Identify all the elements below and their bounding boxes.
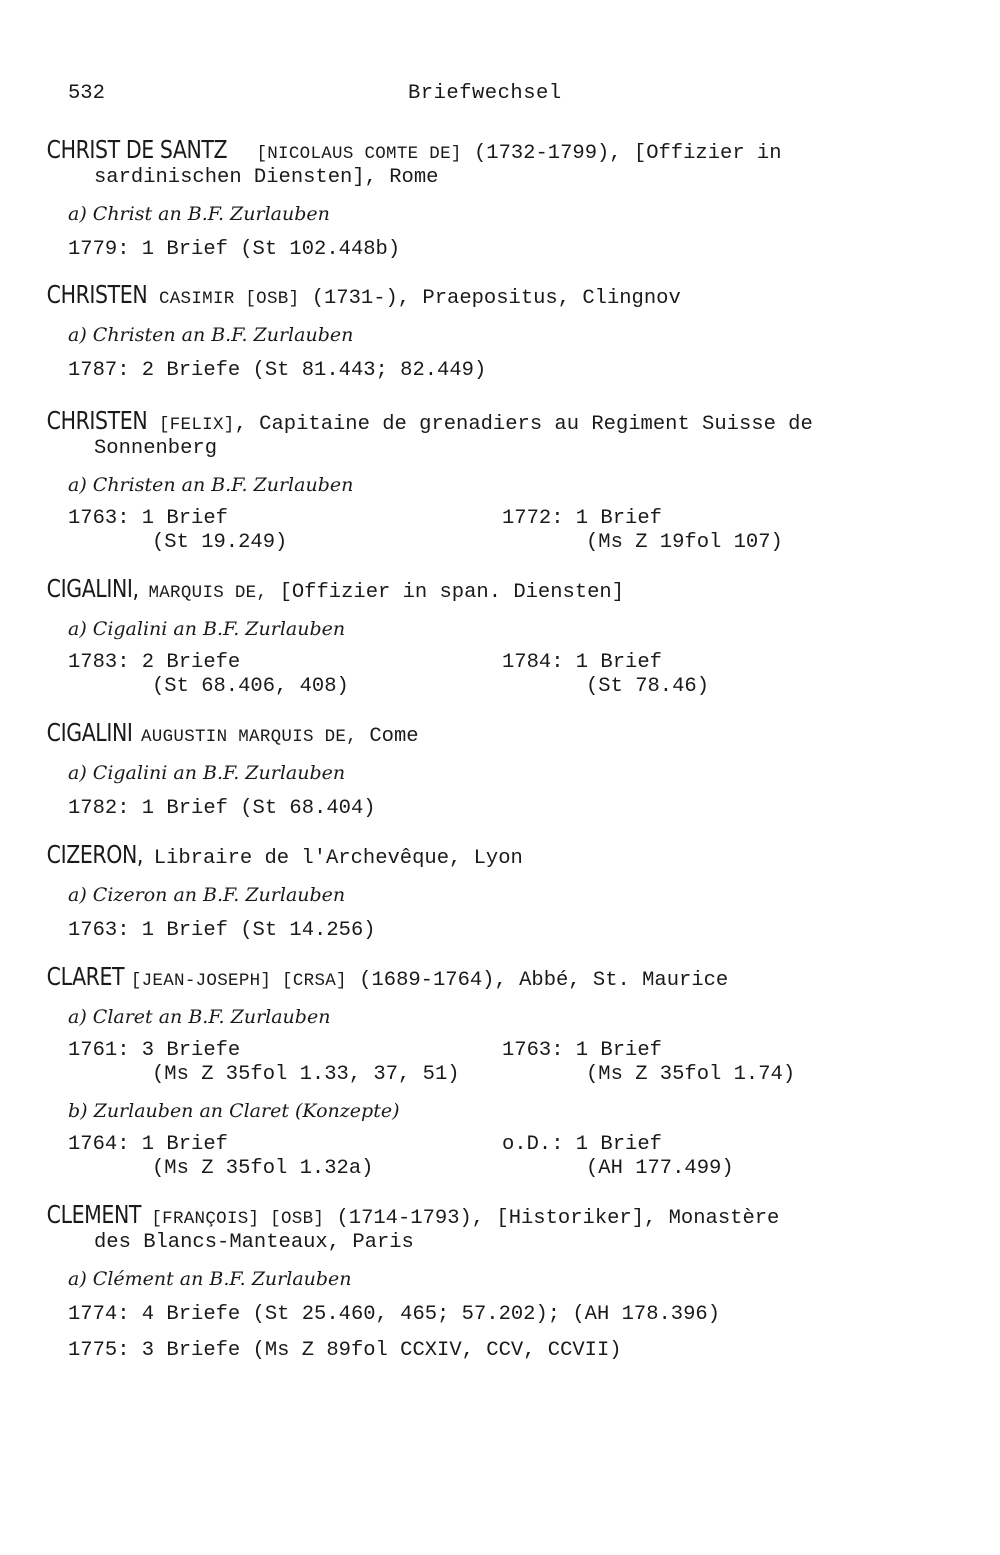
letter-record-right <box>502 1039 795 1087</box>
entry-heading <box>46 1200 938 1255</box>
letter-record: 1775: 3 Briefe (Ms Z 89fol CCXIV, CCV, CCVII) <box>68 1339 622 1362</box>
letter-count: 1763: 1 Brief <box>502 1039 662 1062</box>
entry-claret <box>46 962 938 1181</box>
letter-reference: (Ms Z 35fol 1.74) <box>586 1063 796 1086</box>
letter-reference: (St 78.46) <box>586 675 710 698</box>
letter-reference: (St 68.406, 408) <box>152 675 349 698</box>
letter-reference: (Ms Z 35fol 1.32a) <box>152 1157 374 1180</box>
letter-record: 1774: 4 Briefe (St 25.460, 465; 57.202); (AH 178.396) <box>68 1303 721 1326</box>
entry-name: CLARET <box>46 962 125 991</box>
subsection-label: a) Cigalini an B.F. Zurlauben <box>68 618 346 640</box>
letter-columns <box>68 1133 938 1181</box>
letter-record-right <box>502 651 709 699</box>
entry-description-continued: sardinischen Diensten], Rome <box>94 166 439 189</box>
entry-cizeron <box>46 840 938 943</box>
letter-count: 1783: 2 Briefe <box>68 651 241 674</box>
entry-name: CHRISTEN <box>46 280 148 309</box>
entry-heading <box>46 718 938 749</box>
entry-description: , Capitaine de grenadiers au Regiment Suisse de <box>234 413 813 436</box>
entry-description: (1689-1764), Abbé, St. Maurice <box>346 969 729 992</box>
entry-heading <box>46 574 938 605</box>
entry-name-caps: AUGUSTIN MARQUIS DE, <box>141 727 358 747</box>
page-header <box>0 82 1000 108</box>
entry-heading <box>46 962 938 993</box>
entry-name: CHRIST DE SANTZ <box>46 135 228 164</box>
entry-name-caps: [NICOLAUS COMTE DE] <box>256 144 462 164</box>
letter-reference: (Ms Z 19fol 107) <box>586 531 783 554</box>
page-number: 532 <box>68 82 105 105</box>
subsection-label: b) Zurlauben an Claret (Konzepte) <box>68 1100 400 1122</box>
entry-cigalini-marquis <box>46 574 938 699</box>
subsection-label: a) Cigalini an B.F. Zurlauben <box>68 762 346 784</box>
entry-name: CIGALINI <box>46 718 133 747</box>
entry-description: Come <box>357 725 419 748</box>
letter-record-right <box>502 507 783 555</box>
letter-count: 1764: 1 Brief <box>68 1133 228 1156</box>
letter-record: 1782: 1 Brief (St 68.404) <box>68 797 376 820</box>
entry-description: (1732-1799), [Offizier in <box>461 142 782 165</box>
entry-description: [Offizier in span. Diensten] <box>267 581 625 604</box>
entry-name: CIGALINI, <box>46 574 139 603</box>
letter-record-left <box>68 507 287 555</box>
subsection-label: a) Clément an B.F. Zurlauben <box>68 1268 352 1290</box>
letter-count: o.D.: 1 Brief <box>502 1133 662 1156</box>
entry-name-caps: [FELIX] <box>158 415 235 435</box>
entry-clement <box>46 1200 938 1363</box>
entry-name: CIZERON, <box>46 840 143 869</box>
letter-record: 1779: 1 Brief (St 102.448b) <box>68 238 401 261</box>
letter-count: 1763: 1 Brief <box>68 507 228 530</box>
entry-name-caps: [JEAN-JOSEPH] [CRSA] <box>130 971 347 991</box>
letter-columns <box>68 507 938 555</box>
subsection-label: a) Cizeron an B.F. Zurlauben <box>68 884 346 906</box>
subsection-label: a) Christen an B.F. Zurlauben <box>68 474 354 496</box>
entry-cigalini-augustin <box>46 718 938 821</box>
entry-name: CHRISTEN <box>46 406 148 435</box>
letter-columns <box>68 1039 938 1087</box>
letter-columns <box>68 651 938 699</box>
running-title: Briefwechsel <box>408 82 562 105</box>
entry-christen-casimir <box>46 280 938 383</box>
entry-description: (1731-), Praepositus, Clingnov <box>299 287 681 310</box>
letter-count: 1772: 1 Brief <box>502 507 662 530</box>
subsection-label: a) Christ an B.F. Zurlauben <box>68 203 330 225</box>
letter-record-left <box>68 1039 460 1087</box>
letter-record-left <box>68 651 349 699</box>
entry-heading <box>46 280 938 311</box>
letter-reference: (Ms Z 35fol 1.33, 37, 51) <box>152 1063 460 1086</box>
entry-name-caps: MARQUIS DE, <box>148 583 268 603</box>
entry-heading <box>46 840 938 871</box>
entry-description: Libraire de l'Archevêque, Lyon <box>153 847 523 870</box>
entry-name-caps: [FRANÇOIS] [OSB] <box>151 1209 325 1229</box>
entry-christen-felix <box>46 406 938 555</box>
letter-record-right <box>502 1133 734 1181</box>
subsection-label: a) Claret an B.F. Zurlauben <box>68 1006 331 1028</box>
letter-reference: (St 19.249) <box>152 531 288 554</box>
entry-name-caps: CASIMIR [OSB] <box>158 289 300 309</box>
entry-christ-de-santz <box>46 135 938 262</box>
entry-list <box>46 135 938 1363</box>
entry-heading <box>46 135 938 190</box>
entry-name: CLEMENT <box>46 1200 142 1229</box>
letter-record: 1763: 1 Brief (St 14.256) <box>68 919 376 942</box>
letter-count: 1761: 3 Briefe <box>68 1039 241 1062</box>
entry-heading <box>46 406 938 461</box>
letter-count: 1784: 1 Brief <box>502 651 662 674</box>
entry-description-continued: des Blancs-Manteaux, Paris <box>94 1231 414 1254</box>
letter-reference: (AH 177.499) <box>586 1157 734 1180</box>
entry-description: (1714-1793), [Historiker], Monastère <box>324 1207 780 1230</box>
letter-record: 1787: 2 Briefe (St 81.443; 82.449) <box>68 359 487 382</box>
letter-record-left <box>68 1133 373 1181</box>
entry-description-continued: Sonnenberg <box>94 437 218 460</box>
subsection-label: a) Christen an B.F. Zurlauben <box>68 324 354 346</box>
